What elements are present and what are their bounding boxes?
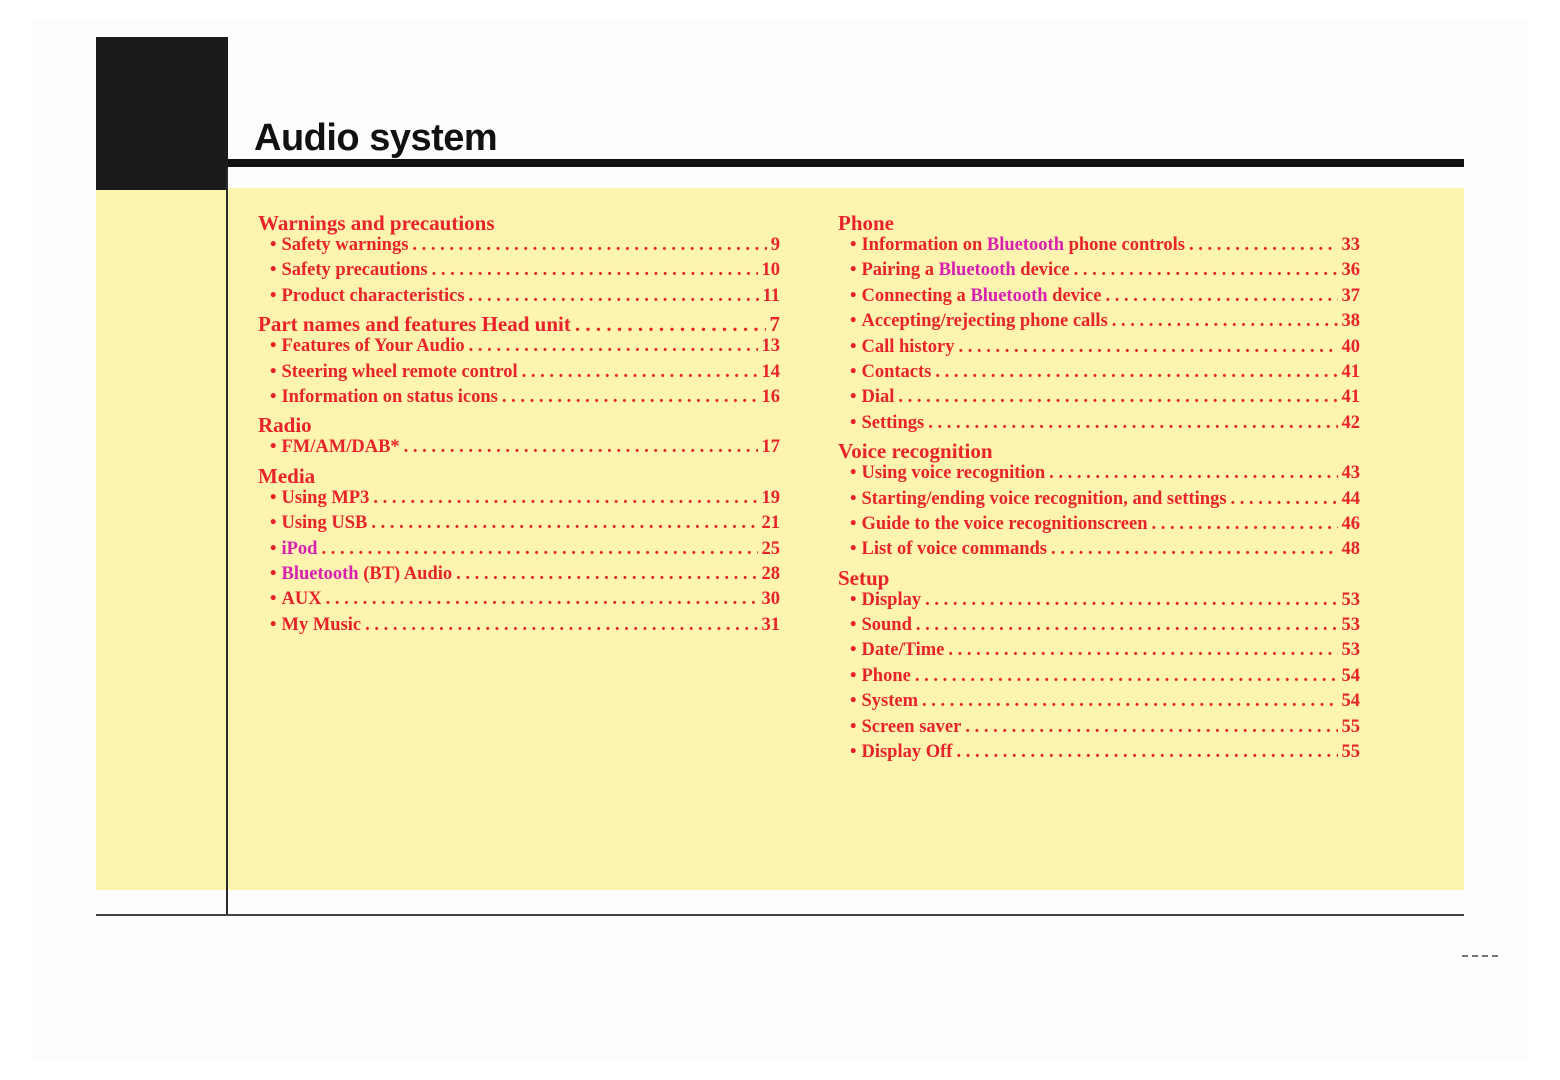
page-number: 41 [1341, 387, 1360, 408]
toc-entry-safety-precautions[interactable] [258, 258, 780, 283]
page-number: 48 [1341, 539, 1360, 560]
bluetooth-highlight: Bluetooth [986, 235, 1064, 255]
toc-entry-fm-am-dab[interactable] [258, 435, 780, 460]
toc-entry-label: Starting/ending voice recognition, and settings [861, 488, 1227, 509]
bluetooth-highlight: Bluetooth [970, 285, 1048, 306]
bullet-icon: • [850, 412, 857, 433]
bullet-icon: • [270, 386, 277, 407]
page-number: 11 [762, 285, 780, 306]
page-number: 42 [1341, 412, 1360, 433]
toc-heading-label: Part names and features Head unit [258, 312, 571, 337]
toc-entry-safety-warnings[interactable] [258, 233, 780, 258]
dot-leader [1074, 258, 1338, 283]
dot-leader [365, 613, 757, 638]
dot-leader [948, 638, 1337, 663]
bluetooth-highlight: Bluetooth [938, 260, 1016, 281]
bullet-icon: • [270, 487, 277, 508]
bullet-icon: • [270, 285, 277, 306]
toc-entry-label: Safety precautions [281, 260, 428, 281]
toc-entry-starting-ending-voice-recognition-and-settings[interactable] [838, 487, 1360, 512]
page-number: 25 [761, 538, 780, 559]
page-number: 28 [761, 563, 780, 584]
toc-entry-sound[interactable] [838, 613, 1360, 638]
toc-entry-label: AUX [281, 589, 322, 610]
toc-entry-ipod[interactable] [258, 537, 780, 562]
toc-entry-call-history[interactable] [838, 335, 1360, 360]
toc-entry-settings[interactable] [838, 411, 1360, 436]
dot-leader [916, 613, 1338, 638]
toc-entry-label: Features of Your Audio [281, 336, 465, 357]
bullet-icon: • [270, 614, 277, 635]
page-number: 38 [1341, 311, 1360, 332]
dot-leader [373, 486, 757, 511]
dot-leader [915, 664, 1338, 689]
bullet-icon: • [850, 742, 857, 763]
bluetooth-highlight: Bluetooth [281, 563, 359, 584]
page-number: 36 [1341, 260, 1360, 281]
bullet-icon: • [850, 513, 857, 534]
title-rule [228, 159, 1464, 167]
toc-entry-dial[interactable] [838, 385, 1360, 410]
bullet-icon: • [850, 539, 857, 560]
toc-entry-bluetooth-bt-audio[interactable] [258, 562, 780, 587]
bullet-icon: • [850, 235, 857, 255]
dot-leader [1051, 537, 1338, 562]
toc-entry-label: Accepting/rejecting phone calls [861, 311, 1108, 332]
dot-leader [1189, 233, 1338, 258]
toc-heading-radio [258, 410, 780, 438]
dot-leader [956, 740, 1337, 765]
dot-leader [965, 715, 1337, 740]
page-number: 53 [1341, 615, 1360, 636]
bullet-icon: • [270, 260, 277, 281]
toc-entry-date-time[interactable] [838, 638, 1360, 663]
dot-leader [922, 689, 1337, 714]
bullet-icon: • [270, 437, 277, 458]
toc-heading-warnings-and-precautions [258, 208, 780, 233]
toc-entry-label: Steering wheel remote control [281, 361, 518, 382]
page-number: 13 [761, 336, 780, 357]
page-number: 7 [769, 312, 780, 337]
dot-leader [1112, 309, 1338, 334]
toc-right-column [838, 208, 1360, 765]
toc-entry-label: Sound [861, 615, 912, 636]
toc-entry-pairing-a-bluetooth-device[interactable] [838, 258, 1360, 283]
dot-leader [1152, 512, 1338, 537]
dot-leader [326, 587, 758, 612]
toc-entry-label: Settings [861, 412, 925, 433]
bullet-icon: • [850, 615, 857, 636]
toc-entry-using-mp3[interactable] [258, 486, 780, 511]
bullet-icon: • [850, 488, 857, 509]
page-number: 14 [761, 361, 780, 382]
bullet-icon: • [270, 538, 277, 559]
toc-entry-guide-to-the-voice-recognitionscreen[interactable] [838, 512, 1360, 537]
toc-entry-label: Guide to the voice recognitionscreen [861, 513, 1148, 534]
dot-leader [371, 511, 757, 536]
page-number: 10 [761, 260, 780, 281]
dot-leader [959, 335, 1338, 360]
dot-leader [404, 435, 758, 460]
toc-entry-using-usb[interactable] [258, 511, 780, 536]
chapter-tab [96, 37, 228, 190]
bullet-icon: • [850, 691, 857, 712]
toc-entry-label: Using USB [281, 513, 368, 534]
page-number: 21 [761, 513, 780, 534]
bullet-icon: • [850, 589, 857, 610]
page-number: 44 [1341, 488, 1360, 509]
toc-entry-label: iPod [281, 538, 318, 559]
bullet-icon: • [270, 235, 277, 255]
dot-leader [1049, 461, 1337, 486]
page-number: 30 [761, 589, 780, 610]
toc-entry-label: Safety warnings [281, 235, 409, 255]
page-number: 31 [761, 614, 780, 635]
toc-entry-contacts[interactable] [838, 360, 1360, 385]
toc-entry-information-on-status-icons[interactable] [258, 385, 780, 410]
dot-leader [412, 233, 766, 258]
toc-heading-part-names-and-features-head-unit[interactable] [258, 309, 780, 337]
page-number: 54 [1341, 665, 1360, 686]
bullet-icon: • [270, 513, 277, 534]
bullet-icon: • [850, 640, 857, 661]
toc-entry-features-of-your-audio[interactable] [258, 334, 780, 359]
toc-entry-display-off[interactable] [838, 740, 1360, 765]
bullet-icon: • [850, 260, 857, 281]
toc-entry-label: Information on Bluetooth phone controls [861, 235, 1185, 255]
bullet-icon: • [850, 311, 857, 332]
toc-entry-connecting-a-bluetooth-device[interactable] [838, 284, 1360, 309]
toc-entry-steering-wheel-remote-control[interactable] [258, 360, 780, 385]
page-number: 16 [761, 386, 780, 407]
page-number: 55 [1341, 716, 1360, 737]
toc-entry-label: Product characteristics [281, 285, 465, 306]
toc-entry-label: Using MP3 [281, 487, 370, 508]
toc-entry-label: FM/AM/DAB* [281, 437, 400, 458]
dot-leader [1105, 284, 1337, 309]
dot-leader [898, 385, 1337, 410]
page-number: 53 [1341, 589, 1360, 610]
toc-entry-label: Display Off [861, 742, 953, 763]
dot-leader [469, 334, 758, 359]
toc-entry-label: List of voice commands [861, 539, 1047, 560]
toc-entry-label: Using voice recognition [861, 463, 1046, 484]
dot-leader [469, 284, 759, 309]
page-marker [1462, 955, 1498, 959]
page-number: 40 [1341, 336, 1360, 357]
bullet-icon: • [850, 361, 857, 382]
toc-heading-label: Setup [838, 565, 890, 590]
bullet-icon: • [270, 589, 277, 610]
page-number: 43 [1341, 463, 1360, 484]
bullet-icon: • [850, 716, 857, 737]
page-number: 41 [1341, 361, 1360, 382]
toc-entry-label: Bluetooth (BT) Audio [281, 563, 453, 584]
toc-heading-label: Phone [838, 211, 895, 235]
bullet-icon: • [850, 336, 857, 357]
toc-entry-label: Pairing a Bluetooth device [861, 260, 1070, 281]
page-number: 37 [1341, 285, 1360, 306]
dot-leader [1231, 487, 1338, 512]
toc-entry-phone[interactable] [838, 664, 1360, 689]
toc-heading-label: Media [258, 463, 316, 488]
toc-heading-media [258, 461, 780, 486]
bullet-icon: • [850, 665, 857, 686]
toc-heading-label: Warnings and precautions [258, 211, 495, 235]
toc-heading-label: Voice recognition [838, 439, 993, 464]
toc-heading-phone [838, 208, 1360, 233]
toc-entry-label: Information on status icons [281, 386, 498, 407]
toc-entry-screen-saver[interactable] [838, 715, 1360, 740]
toc-entry-label: Dial [861, 387, 895, 408]
dot-leader [432, 258, 758, 283]
toc-entry-label: Date/Time [861, 640, 945, 661]
toc-entry-label: Display [861, 589, 922, 610]
toc-heading-setup [838, 563, 1360, 588]
toc-left-column [258, 208, 780, 638]
toc-entry-accepting-rejecting-phone-calls[interactable] [838, 309, 1360, 334]
toc-entry-system[interactable] [838, 689, 1360, 714]
page-number: 53 [1341, 640, 1360, 661]
toc-entry-aux[interactable] [258, 587, 780, 612]
dot-leader [456, 562, 757, 587]
toc-entry-label: Screen saver [861, 716, 962, 737]
toc-heading-voice-recognition [838, 436, 1360, 464]
toc-entry-label: Connecting a Bluetooth device [861, 285, 1102, 306]
bottom-rule [96, 914, 1464, 916]
toc-heading-label: Radio [258, 413, 312, 438]
toc-entry-label: Contacts [861, 361, 932, 382]
toc-entry-label: Phone [861, 665, 911, 686]
dot-leader [502, 385, 758, 410]
dot-leader [321, 537, 757, 562]
page-number: 46 [1341, 513, 1360, 534]
page-title: Audio system [254, 117, 498, 159]
page-number: 19 [761, 487, 780, 508]
bullet-icon: • [850, 285, 857, 306]
page-number: 54 [1341, 691, 1360, 712]
dot-leader [935, 360, 1337, 385]
bullet-icon: • [270, 563, 277, 584]
dot-leader [925, 588, 1337, 613]
toc-entry-label: My Music [281, 614, 362, 635]
page-number: 17 [761, 437, 780, 458]
bullet-icon: • [270, 336, 277, 357]
toc-entry-label: System [861, 691, 919, 712]
page-number: 55 [1341, 742, 1360, 763]
toc-entry-label: Call history [861, 336, 955, 357]
dot-leader [928, 411, 1337, 436]
bullet-icon: • [270, 361, 277, 382]
left-margin-panel [96, 190, 226, 890]
toc-entry-using-voice-recognition[interactable] [838, 461, 1360, 486]
bullet-icon: • [850, 463, 857, 484]
toc-entry-display[interactable] [838, 588, 1360, 613]
toc-entry-my-music[interactable] [258, 613, 780, 638]
toc-entry-information-on-bluetooth-phone-controls[interactable] [838, 233, 1360, 258]
toc-entry-product-characteristics[interactable] [258, 284, 780, 309]
bullet-icon: • [850, 387, 857, 408]
page-number: 33 [1341, 235, 1360, 255]
vertical-divider [226, 168, 228, 916]
page-number: 9 [770, 235, 780, 255]
dot-leader [522, 360, 758, 385]
toc-entry-list-of-voice-commands[interactable] [838, 537, 1360, 562]
